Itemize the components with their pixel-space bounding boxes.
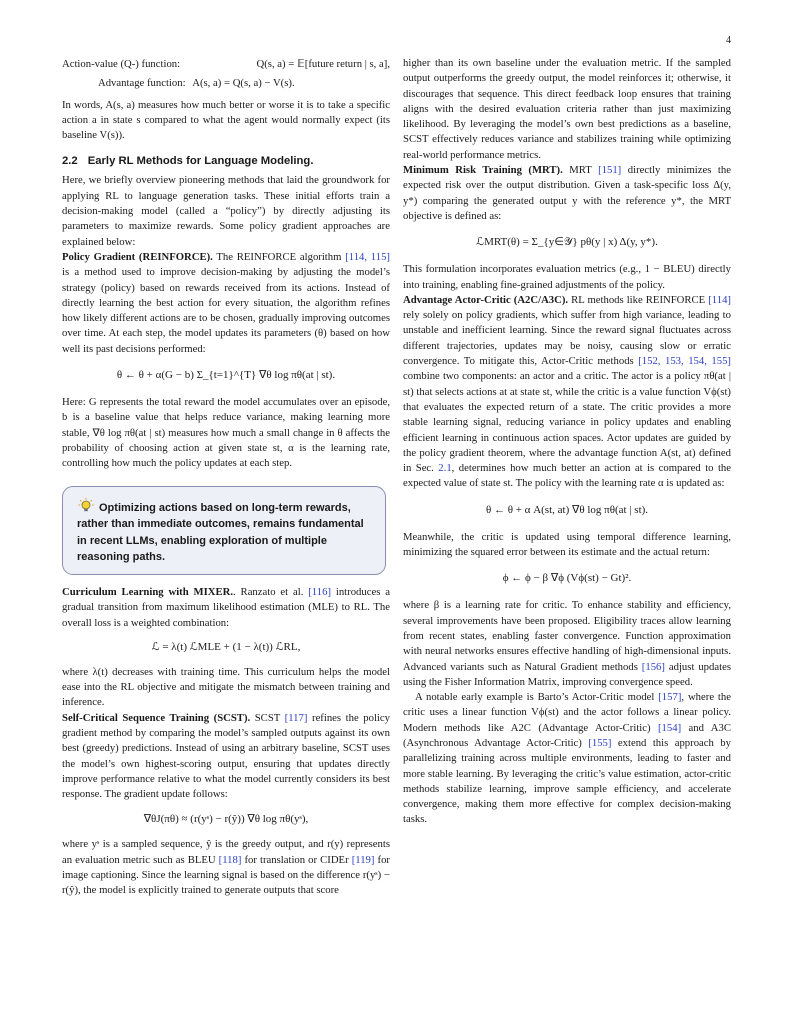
beta-text-a: where β is a learning rate for critic. To enhance stability and efficiency, several improvements have been proposed. Eligibility traces allow learning from recent states, enabling faster convergence. Function approximation with neural networks ensures effective handling of high-dimensional inputs. Advanced variants such as Natural Gradient methods — [403, 599, 731, 673]
section-intro-paragraph: Here, we briefly overview pioneering methods that laid the groundwork for applying RL to language generation tasks. These initial efforts train a decision-making model (called a “policy”) by directly adjusting its parameters to maximize rewards. Some policy gradient approaches are explained below: — [62, 174, 390, 248]
advantage-label: Advantage function: — [98, 77, 186, 90]
citation-link[interactable]: [152, 153, 154, 155] — [638, 355, 731, 368]
scst-text-b: refines the policy gradient method by comparing the model’s sampled outputs against its own best (greedy) predictions. Instead of using an arbitrary baseline, SCST uses the model’s own highest-scoring output, ensuring that updates directly improve performance relative to what the model currently considers its best response. The gradient update follows: — [62, 711, 390, 801]
barto-text-d: extend this approach by parallelizing training across multiple environments, leading to faster and more stable learning. By leveraging the critic’s value estimation, actor-critic methods stabilize learning, improve sample efficiency, and accelerate convergence, making them more effective for complex decision-making tasks. — [403, 736, 731, 826]
curriculum-learning-title: Curriculum Learning with MIXER. — [62, 585, 234, 598]
citation-link[interactable]: [118] — [218, 853, 242, 866]
beta-paragraph — [403, 598, 731, 690]
citation-link[interactable]: [114] — [708, 293, 731, 306]
scst-explanation-a: where yˢ is a sampled sequence, ŷ is the greedy output, and r(y) represents an evaluation metric such as BLEU — [62, 838, 390, 866]
scst-gradient-equation: ∇θJ(πθ) ≈ (r(yˢ) − r(ŷ)) ∇θ log πθ(yˢ), — [143, 813, 309, 826]
barto-text-a: A notable early example is Barto’s Actor-Critic model — [415, 691, 659, 704]
citation-link[interactable]: [116] — [308, 585, 332, 598]
actor-update-equation: θ ← θ + α A(st, at) ∇θ log πθ(at | st). — [485, 503, 649, 516]
advantage-equation — [62, 76, 390, 91]
a2c-text-c: combine two components: an actor and a critic. The actor is a policy πθ(at | st) that selects actions at at state st, while the critic is a value function Vϕ(st) that evaluates the expected return of a state. The critic provides a more stable learning signal, reducing variance in policy updates and enabling efficient learning in continuous action spaces. Actor updates are guided by the policy gradient theorem, where the advantage function A(st, at) defined in Sec. — [403, 370, 731, 475]
critic-paragraph: Meanwhile, the critic is updated using temporal difference learning, minimizing the squared error between its estimate and the actual return: — [403, 530, 731, 559]
curriculum-learning-explanation: where λ(t) decreases with training time. This curriculum helps the model ease into the RL objective and mitigate the mismatch between training and inference. — [62, 665, 390, 709]
policy-gradient-text-b: is a method used to improve decision-making by adjusting the model’s strategy (policy) based on rewards received from its actions. Instead of directly learning the best action for every situation, the algorithm refines how likely different actions are to be chosen, gradually improving outcomes over time. At each step, the model updates its parameters (θ) based on how well its past decisions performed: — [62, 266, 390, 355]
right-column — [403, 56, 731, 828]
key-insight-callout — [62, 486, 386, 575]
policy-gradient-explanation: Here: G represents the total reward the model accumulates over an episode, b is a baseline value that helps reduce variance, making learning more stable, ∇θ log πθ(at | st) measures how much a small change in θ affects the probability of choosing action at given state st, α is the learning rate, controlling how much the policy updates at each step. — [62, 396, 390, 470]
curriculum-learning-text-b: introduces a gradual transition from maximum likelihood estimation (MLE) to RL. The overall loss is a weighted combination: — [62, 585, 390, 629]
beta-text-b: adjust updates using the Fisher Information Matrix, improving convergence speed. — [403, 660, 731, 688]
policy-gradient-title: Policy Gradient (REINFORCE). — [62, 250, 213, 263]
a2c-text-b: rely solely on policy gradients, which suffer from high variance, leading to unstable and inefficient learning. Since the reward signal fluctuates across different trajectories, updates may be noisy, causing slow or erratic convergence. To mitigate this, Actor-Critic methods — [403, 309, 731, 368]
section-title: Early RL Methods for Language Modeling. — [87, 155, 314, 168]
q-function-formula: Q(s, a) = 𝔼[future return | s, a], — [256, 58, 390, 70]
intro-paragraph: In words, A(s, a) measures how much better or worse it is to take a specific action a in state s compared to what the agent would normally expect (its baseline V(s)). — [62, 98, 390, 142]
q-function-equation — [62, 56, 390, 72]
curriculum-learning-text-a: . Ranzato et al. — [233, 585, 309, 598]
citation-link[interactable]: [154] — [657, 721, 682, 734]
scst-explanation-c: for image captioning. Since the learning signal is based on the difference r(yˢ) − r(ŷ), the model is explicitly trained to generate outputs that score — [62, 853, 390, 897]
citation-link[interactable]: [151] — [598, 164, 622, 177]
section-heading — [62, 155, 390, 167]
advantage-formula: A(s, a) = Q(s, a) − V(s). — [192, 77, 295, 90]
q-function-label: Action-value (Q-) function: — [62, 58, 181, 70]
scst-text-a: SCST — [250, 711, 285, 724]
policy-gradient-paragraph — [62, 250, 390, 357]
left-column — [62, 56, 390, 899]
barto-paragraph — [403, 690, 731, 828]
barto-text-c: and A3C (Asynchronous Advantage Actor-Critic) — [403, 721, 731, 749]
citation-link[interactable]: [117] — [284, 711, 308, 724]
scst-continuation-paragraph: higher than its own baseline under the evaluation metric. If the sampled output outperforms the greedy output, the model reinforces it; otherwise, it discourages that sequence. This direct feedback loop ensures that training aligns with the desired evaluation criteria rather than just maximizing likelihood. By leveraging the model’s own best predictions as a baseline, SCST effectively reduces variance and stabilizes training while optimizing real-world performance metrics. — [403, 57, 731, 161]
section-number: 2.2 — [62, 155, 78, 168]
citation-link[interactable]: [155] — [588, 736, 612, 749]
mrt-title: Minimum Risk Training (MRT). — [403, 164, 563, 177]
mrt-text-b: directly minimizes the expected risk over the output distribution. Given a task-specific loss Δ(y, y*) comparing the generated output y with the reference y*, the MRT objective is defined as: — [403, 164, 731, 222]
critic-update-equation: ϕ ← ϕ − β ∇ϕ (Vϕ(st) − Gt)². — [502, 572, 632, 585]
a2c-paragraph — [403, 293, 731, 492]
citation-link[interactable]: [157] — [658, 691, 682, 704]
scst-explanation — [62, 837, 390, 898]
a2c-text-a: RL methods like REINFORCE — [568, 293, 709, 306]
mrt-text-a: MRT — [562, 164, 599, 177]
citation-link[interactable]: [156] — [641, 660, 665, 673]
mrt-objective-equation: ℒMRT(θ) = Σ_{y∈𝒴} pθ(y | x) Δ(y, y*). — [476, 236, 658, 249]
mixer-loss-equation: ℒ = λ(t) ℒMLE + (1 − λ(t)) ℒRL, — [151, 640, 301, 653]
mrt-paragraph — [403, 163, 731, 224]
page-number: 4 — [726, 35, 731, 46]
citation-link[interactable]: [114, 115] — [345, 250, 390, 263]
citation-link[interactable]: [119] — [351, 853, 375, 866]
scst-explanation-b: for translation or CIDEr — [241, 853, 352, 866]
lightbulb-icon — [77, 497, 95, 515]
mrt-explanation: This formulation incorporates evaluation metrics (e.g., 1 − BLEU) directly into training, enabling fine-grained adjustments of the policy. — [403, 263, 731, 291]
reinforce-equation: θ ← θ + α(G − b) Σ_{t=1}^{T} ∇θ log πθ(at | st). — [116, 369, 336, 382]
section-link[interactable]: 2.1 — [438, 462, 452, 475]
scst-paragraph — [62, 711, 390, 803]
a2c-title: Advantage Actor-Critic (A2C/A3C). — [403, 293, 569, 306]
scst-title: Self-Critical Sequence Training (SCST). — [62, 711, 251, 724]
policy-gradient-text-a: The REINFORCE algorithm — [216, 250, 346, 263]
barto-text-b: , where the critic uses a linear function Vϕ(st) and the actor follows a linear policy. Modern methods like A2C (Advantage Actor-Critic) — [403, 691, 731, 734]
callout-text: Optimizing actions based on long-term rewards, rather than immediate outcomes, remains fundamental in recent LLMs, enabling exploration of multiple reasoning paths. — [77, 501, 364, 564]
curriculum-learning-paragraph — [62, 585, 390, 631]
a2c-text-d: , determines how much better an action at is compared to the expected value of state st. The policy with the learning rate α is updated as: — [403, 462, 732, 490]
